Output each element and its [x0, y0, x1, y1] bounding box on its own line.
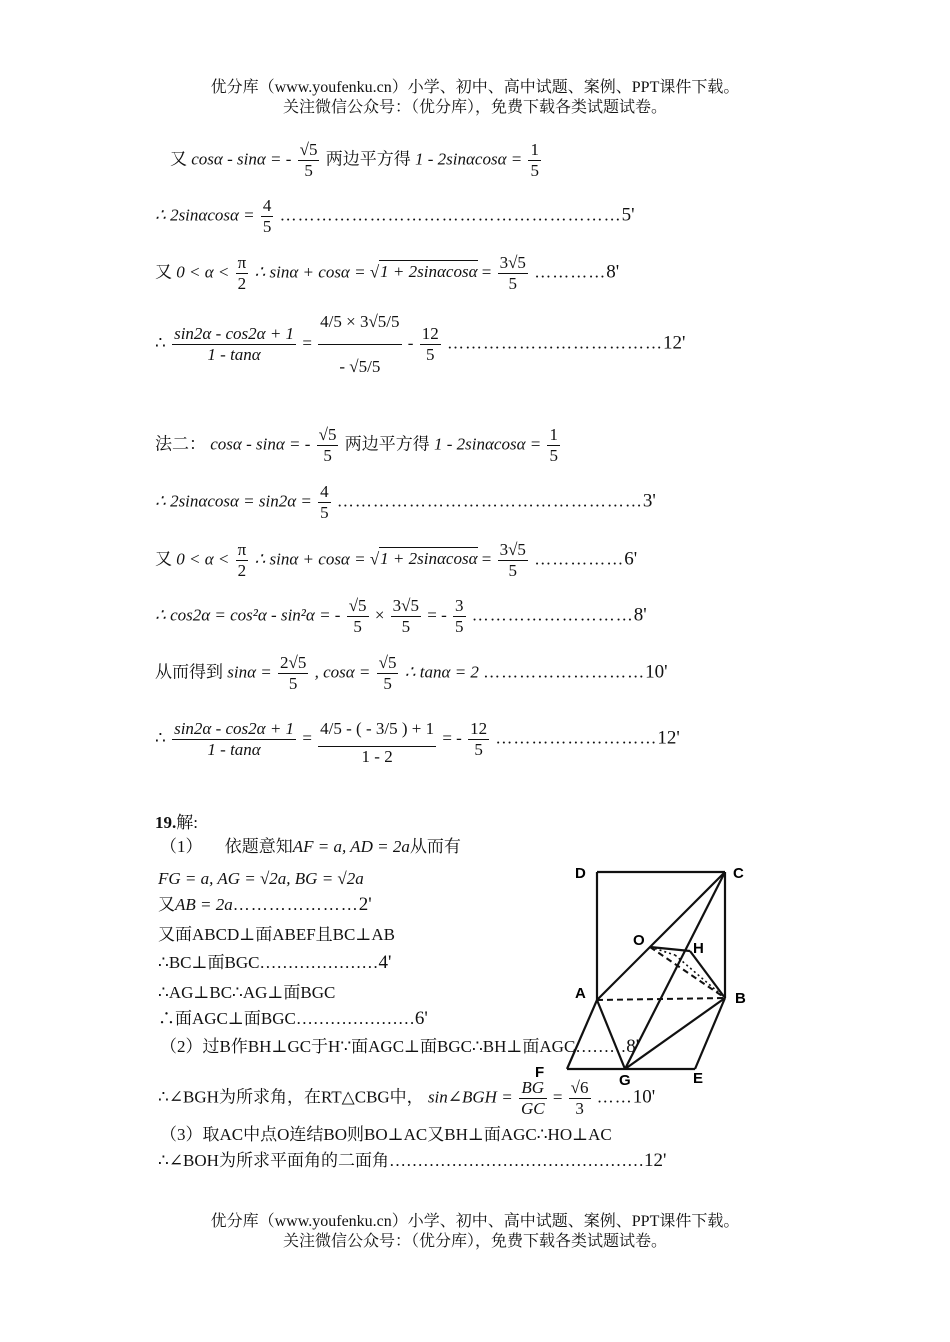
p19-p2-dots: ……	[596, 1087, 633, 1107]
frac-num: 3√5	[499, 253, 526, 272]
frac-den: 5	[530, 161, 539, 180]
p19-p2-expr: sin∠BGH =	[427, 1087, 513, 1107]
p19-p2-l1-mark: 8'	[626, 1036, 640, 1057]
m2-l1-frac	[317, 425, 339, 466]
m1-l2-frac	[261, 196, 274, 237]
m2-l3-frac2	[498, 540, 528, 581]
frac-num: √5	[378, 653, 397, 672]
frac-den: 5	[474, 740, 483, 759]
p19-p1-text: 依题意知	[224, 837, 293, 856]
m1-l1-expr: cosα - sinα = -	[191, 149, 292, 169]
m2-line-2	[155, 482, 656, 523]
m2-l1-frac2	[547, 425, 560, 466]
frac-den: 3	[575, 1099, 584, 1118]
frac-den: 1 - 2	[361, 747, 393, 766]
header-line-1: 优分库（www.youfenku.cn）小学、初中、高中试题、案例、PPT课件下载。	[210, 79, 740, 96]
p19-part1-line2: FG = a, AG = √2a, BG = √2a	[158, 869, 364, 888]
m2-l4-frac2	[391, 596, 421, 637]
m1-l3-frac2	[498, 253, 528, 294]
edge-FA	[567, 1000, 597, 1069]
p19-p1-expr: AF = a, AD = 2a	[292, 837, 410, 856]
p19-p2-eq: =	[552, 1087, 563, 1107]
frac-den: 2	[237, 561, 247, 580]
frac-den: 1 - tanα	[207, 740, 261, 759]
m2-l6-eq2: = -	[442, 728, 462, 748]
m2-l6-rfrac	[318, 712, 436, 767]
edge-HB	[690, 951, 725, 998]
m2-l3-pre: 又	[155, 549, 172, 569]
frac-den: GC	[520, 1099, 545, 1118]
p19-p1-l7-text: ∴面AGC⊥面BGC…………………	[158, 1009, 415, 1028]
m1-l1-pre: 又	[170, 149, 187, 169]
frac-num: 12	[470, 719, 488, 738]
p19-p1-l3-mark: 2'	[358, 894, 372, 915]
label-O: O	[633, 932, 645, 949]
m2-l4-dots: ………………………	[471, 605, 634, 625]
p19-p2-frac	[519, 1078, 547, 1119]
m2-l3-sqrt: 1 + 2sinαcosα	[380, 549, 478, 569]
m2-l3-mark: 6'	[624, 548, 638, 570]
label-B: B	[735, 990, 746, 1007]
frac-den: 5	[320, 503, 329, 522]
m2-l2-expr: ∴ 2sinαcosα = sin2α =	[155, 491, 312, 511]
p19-p1-l7-mark: 6'	[414, 1008, 428, 1029]
m2-line-1	[155, 425, 562, 466]
m1-l2-expr: ∴ 2sinαcosα =	[155, 205, 255, 225]
m2-l3-expr2: ∴ sinα + cosα =	[254, 549, 370, 569]
m2-l5-expr2: , cosα =	[314, 662, 371, 682]
p19-part3-line2	[158, 1150, 666, 1172]
m1-l4-eq: =	[302, 333, 312, 353]
frac-den: 5	[262, 217, 272, 236]
edge-GC	[625, 872, 725, 1069]
frac-num: 3√5	[499, 540, 526, 559]
label-H: H	[693, 940, 704, 957]
m2-line-3: 又 0 < α < $\frac{\pi}{2}$ ∴ sinα + cosα = √1 + 2sinαcosα = $\frac{3√5}{5}$ ……………6'	[155, 540, 638, 580]
frac-num: 3√5	[392, 596, 419, 615]
frac-num: sin2α - cos2α + 1	[174, 719, 295, 738]
m2-l4-eq: = -	[427, 605, 447, 625]
frac-den: 5	[401, 617, 411, 636]
edge-H-dot	[675, 955, 725, 998]
m2-l2-mark: 3'	[642, 490, 656, 512]
frac-num: 4	[262, 196, 272, 215]
m1-l1-text: 两边平方得	[325, 149, 411, 169]
frac-den: 5	[304, 161, 313, 180]
label-E: E	[693, 1070, 704, 1087]
m1-l4-minus: -	[407, 333, 414, 353]
m2-l6-pre: ∴	[155, 728, 166, 748]
p19-title-text: 解:	[176, 813, 198, 832]
p19-title	[155, 812, 198, 834]
p19-part1-line1	[160, 836, 461, 858]
m2-l1-text: 两边平方得	[344, 434, 430, 454]
m2-l5-dots: ………………………	[483, 662, 646, 682]
m2-l4-times: ×	[374, 605, 385, 625]
label-D: D	[575, 865, 586, 882]
m1-l2-dots: …………………………………………………	[279, 205, 622, 225]
frac-den: 5	[425, 345, 435, 364]
m1-l3-pre: 又	[155, 262, 172, 282]
m2-l1-expr2: 1 - 2sinαcosα =	[433, 434, 542, 454]
p19-p1-l3-expr: AB = 2a	[175, 895, 233, 914]
frac-num: 3	[455, 596, 464, 615]
m2-l5-mark: 10'	[645, 661, 668, 683]
m1-l4-frac	[172, 324, 296, 365]
p19-p2-frac2	[569, 1078, 591, 1119]
frac-num: 1	[549, 425, 558, 444]
m1-l4-rfrac	[318, 300, 401, 389]
m2-line-4	[155, 596, 647, 637]
frac-num: 1	[530, 140, 539, 159]
label-F: F	[535, 1064, 545, 1081]
m1-l1-frac2	[528, 140, 541, 181]
p19-p3-mark: 12'	[643, 1150, 667, 1171]
m2-l6-mark: 12'	[657, 727, 680, 749]
frac-den: 5	[383, 674, 392, 693]
m2-l4-expr: ∴ cos2α = cos²α - sin²α = -	[155, 605, 341, 625]
m2-l5-expr3: ∴ tanα = 2	[404, 662, 479, 682]
frac-den: 5	[455, 617, 464, 636]
frac-num: √6	[570, 1078, 589, 1097]
m1-l3-expr2: ∴ sinα + cosα =	[254, 262, 370, 282]
footer-line-2: 关注微信公众号：（优分库），免费下载各类试题试卷。	[282, 1233, 667, 1250]
m2-l6-frac	[172, 719, 296, 760]
m2-l3-eq: =	[481, 549, 492, 569]
m2-l3-expr: 0 < α <	[176, 549, 230, 569]
m2-l3-dots: ……………	[534, 549, 625, 569]
header-line-2: 关注微信公众号：（优分库），免费下载各类试题试卷。	[282, 99, 667, 116]
m2-l5-frac2	[377, 653, 399, 694]
frac-num: 4/5 × 3√5/5	[318, 300, 401, 345]
m1-l3-dots: …………	[534, 262, 607, 282]
m2-l4-mark: 8'	[633, 604, 647, 626]
m2-l5-pre: 从而得到	[155, 662, 223, 682]
p19-p1-label: （1）	[160, 837, 203, 856]
frac-den: 5	[353, 617, 362, 636]
frac-den: 5	[288, 674, 298, 693]
p19-p1-l3-pre: 又	[158, 895, 175, 914]
frac-den: 5	[508, 561, 518, 580]
frac-num: 2√5	[279, 653, 307, 672]
frac-den: 5	[549, 446, 558, 465]
m2-line-5	[155, 653, 668, 694]
p19-p1-text2: 从而有	[409, 837, 461, 856]
m2-l6-dots: ………………………	[495, 728, 658, 748]
frac-den: 5	[323, 446, 332, 465]
label-G: G	[619, 1072, 631, 1089]
edge-AB-hidden	[597, 998, 725, 1000]
m1-line-4	[155, 300, 685, 389]
m1-l1-expr2: 1 - 2sinαcosα =	[414, 149, 523, 169]
m1-l2-mark: 5'	[621, 204, 635, 226]
frac-den: 5	[508, 274, 518, 293]
p19-p1-l3-dots: …………………	[232, 895, 359, 914]
m2-l2-dots: ……………………………………………	[336, 491, 643, 511]
p19-p1-l5-mark: 4'	[378, 952, 392, 973]
m1-line-2	[155, 196, 635, 237]
footer-line-1: 优分库（www.youfenku.cn）小学、初中、高中试题、案例、PPT课件下载。	[210, 1213, 740, 1230]
frac-num: √5	[348, 596, 367, 615]
frac-num: π	[237, 540, 247, 559]
p19-p1-l5-text: ∴BC⊥面BGC…………………	[158, 953, 379, 972]
p19-p2-mark: 10'	[632, 1086, 656, 1108]
m2-l6-frac2	[468, 719, 489, 760]
p19-part1-line6: ∴AG⊥BC∴AG⊥面BGC	[158, 983, 336, 1002]
p19-part2-line2	[158, 1078, 655, 1119]
p19-part1-line5	[158, 952, 391, 974]
m2-l5-frac	[278, 653, 308, 694]
frac-num: √5	[318, 425, 337, 444]
p19-part2-line1	[160, 1036, 639, 1058]
m1-l1-frac	[298, 140, 320, 181]
p19-part3-line1: （3）取AC中点O连结BO则BO⊥AC又BH⊥面AGC∴HO⊥AC	[160, 1125, 612, 1144]
m1-l4-dots: ………………………………	[446, 333, 663, 353]
m1-l4-frac2	[420, 324, 441, 365]
p19-part1-line3	[158, 894, 372, 916]
m2-l4-frac	[347, 596, 369, 637]
label-C: C	[733, 865, 744, 882]
frac-num: 4/5 - ( - 3/5 ) + 1	[318, 712, 436, 747]
p19-p3-l2-text: ∴∠BOH为所求平面角的二面角………………………………………	[158, 1151, 644, 1170]
m1-line-3: 又 0 < α < $\frac{\pi}{2}$ ∴ sinα + cosα = √1 + 2sinαcosα = $\frac{3√5}{5}$ …………8'	[155, 253, 620, 293]
frac-den: - √5/5	[339, 357, 381, 376]
m1-l3-frac	[236, 253, 249, 294]
m2-line-6	[155, 712, 680, 767]
m2-l4-frac3	[453, 596, 466, 637]
frac-num: 12	[421, 324, 439, 343]
m2-l3-frac	[236, 540, 249, 581]
p19-part1-line7	[158, 1008, 428, 1030]
m1-l4-mark: 12'	[662, 332, 686, 354]
p19-part1-line4: 又面ABCD⊥面ABEF且BC⊥AB	[158, 925, 395, 944]
label-A: A	[575, 985, 586, 1002]
edge-AG	[597, 1000, 625, 1069]
m1-l3-expr: 0 < α <	[176, 262, 230, 282]
frac-num: √5	[299, 140, 318, 159]
frac-den: 1 - tanα	[207, 345, 261, 364]
p19-p2-l2-text: ∴∠BGH为所求角，在RT△CBG中，	[158, 1087, 424, 1107]
m1-line-1	[170, 140, 543, 181]
m2-l6-eq: =	[302, 728, 312, 748]
p19-p2-l1-text: （2）过B作BH⊥GC于H∵面AGC⊥面BGC∴BH⊥面AGC………	[160, 1037, 627, 1056]
m1-l3-eq: =	[481, 262, 492, 282]
p19-number: 19.	[155, 813, 177, 832]
frac-num: π	[237, 253, 247, 272]
m1-l4-pre: ∴	[155, 333, 166, 353]
frac-num: sin2α - cos2α + 1	[174, 324, 295, 343]
frac-num: BG	[519, 1078, 547, 1099]
m1-l3-mark: 8'	[606, 261, 620, 283]
m2-l1-expr: cosα - sinα = -	[210, 434, 311, 454]
edge-OB-hidden	[650, 947, 725, 998]
m1-l3-sqrt: 1 + 2sinαcosα	[380, 262, 478, 282]
m2-l5-expr: sinα =	[227, 662, 272, 682]
m2-l2-frac	[318, 482, 331, 523]
frac-den: 2	[237, 274, 247, 293]
geometry-figure	[535, 855, 765, 1095]
frac-num: 4	[320, 482, 329, 501]
m2-l1-pre: 法二：	[155, 434, 206, 454]
